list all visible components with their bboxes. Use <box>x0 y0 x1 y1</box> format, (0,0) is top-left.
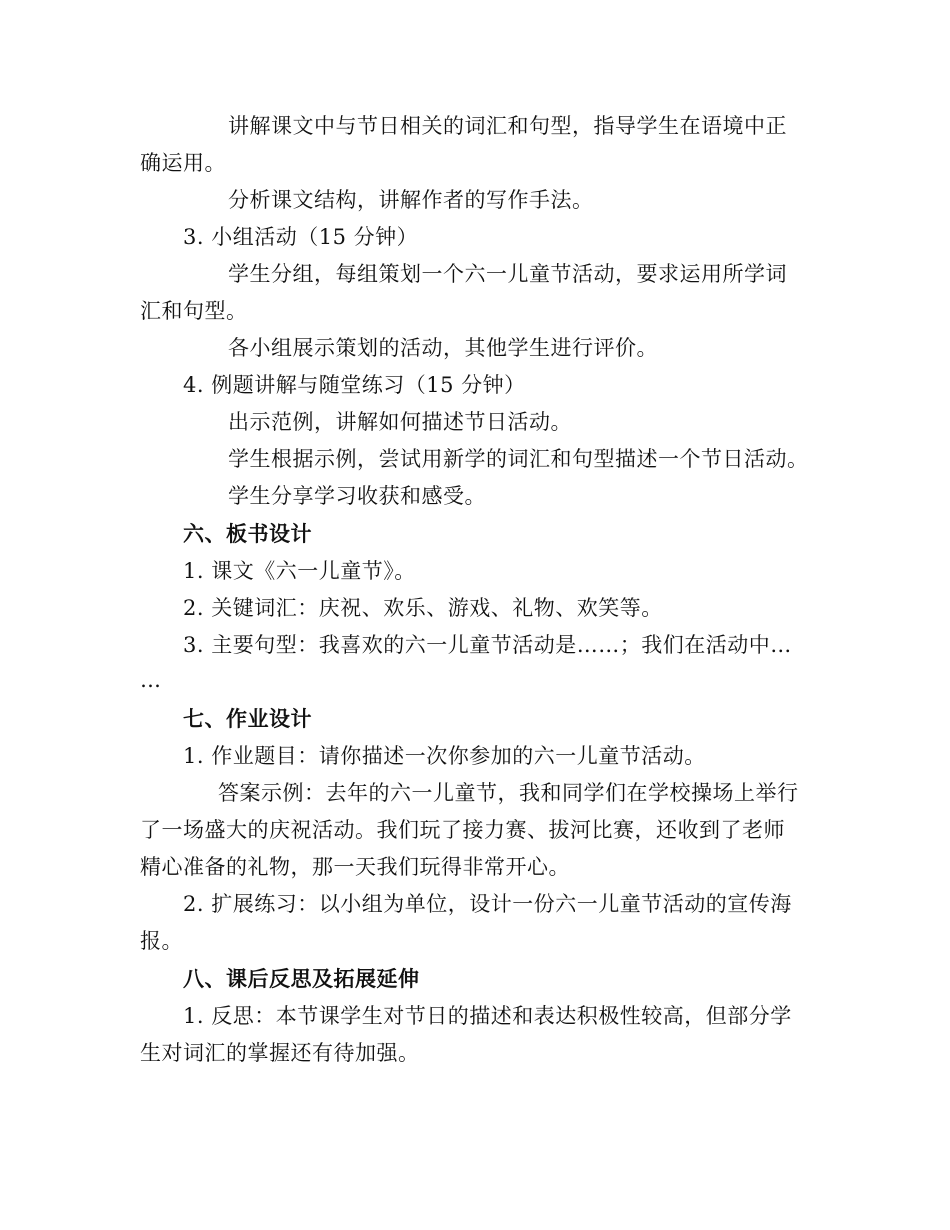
list-item: 3. 主要句型：我喜欢的六一儿童节活动是……；我们在活动中… <box>183 633 792 657</box>
paragraph-line: 学生分享学习收获和感受。 <box>228 484 486 508</box>
paragraph-line: 报。 <box>140 929 183 953</box>
paragraph-line: 学生根据示例，尝试用新学的词汇和句型描述一个节日活动。 <box>228 447 809 471</box>
section-heading: 七、作业设计 <box>183 706 312 731</box>
paragraph-line: 学生分组，每组策划一个六一儿童节活动，要求运用所学词 <box>228 262 787 286</box>
paragraph-line: 了一场盛大的庆祝活动。我们玩了接力赛、拔河比赛，还收到了老师 <box>140 818 785 842</box>
paragraph-line: 确运用。 <box>140 151 226 175</box>
paragraph-line: 出示范例，讲解如何描述节日活动。 <box>228 410 572 434</box>
paragraph-line: 讲解课文中与节日相关的词汇和句型，指导学生在语境中正 <box>228 114 787 138</box>
paragraph-line: 答案示例：去年的六一儿童节，我和同学们在学校操场上举行 <box>218 781 799 805</box>
paragraph-line: … <box>140 668 162 692</box>
section-heading: 六、板书设计 <box>183 521 312 546</box>
list-item: 3. 小组活动（15 分钟） <box>183 225 419 249</box>
section-heading: 八、课后反思及拓展延伸 <box>183 966 420 991</box>
paragraph-line: 各小组展示策划的活动，其他学生进行评价。 <box>228 336 658 360</box>
list-item: 2. 扩展练习：以小组为单位，设计一份六一儿童节活动的宣传海 <box>183 892 792 916</box>
list-item: 1. 课文《六一儿童节》。 <box>183 559 416 583</box>
paragraph-line: 汇和句型。 <box>140 299 248 323</box>
paragraph-line: 生对词汇的掌握还有待加强。 <box>140 1041 420 1065</box>
list-item: 1. 反思：本节课学生对节日的描述和表达积极性较高，但部分学 <box>183 1004 792 1028</box>
list-item: 2. 关键词汇：庆祝、欢乐、游戏、礼物、欢笑等。 <box>183 596 663 620</box>
paragraph-line: 分析课文结构，讲解作者的写作手法。 <box>228 188 594 212</box>
list-item: 1. 作业题目：请你描述一次你参加的六一儿童节活动。 <box>183 744 706 768</box>
list-item: 4. 例题讲解与随堂练习（15 分钟） <box>183 373 526 397</box>
paragraph-line: 精心准备的礼物，那一天我们玩得非常开心。 <box>140 855 570 879</box>
